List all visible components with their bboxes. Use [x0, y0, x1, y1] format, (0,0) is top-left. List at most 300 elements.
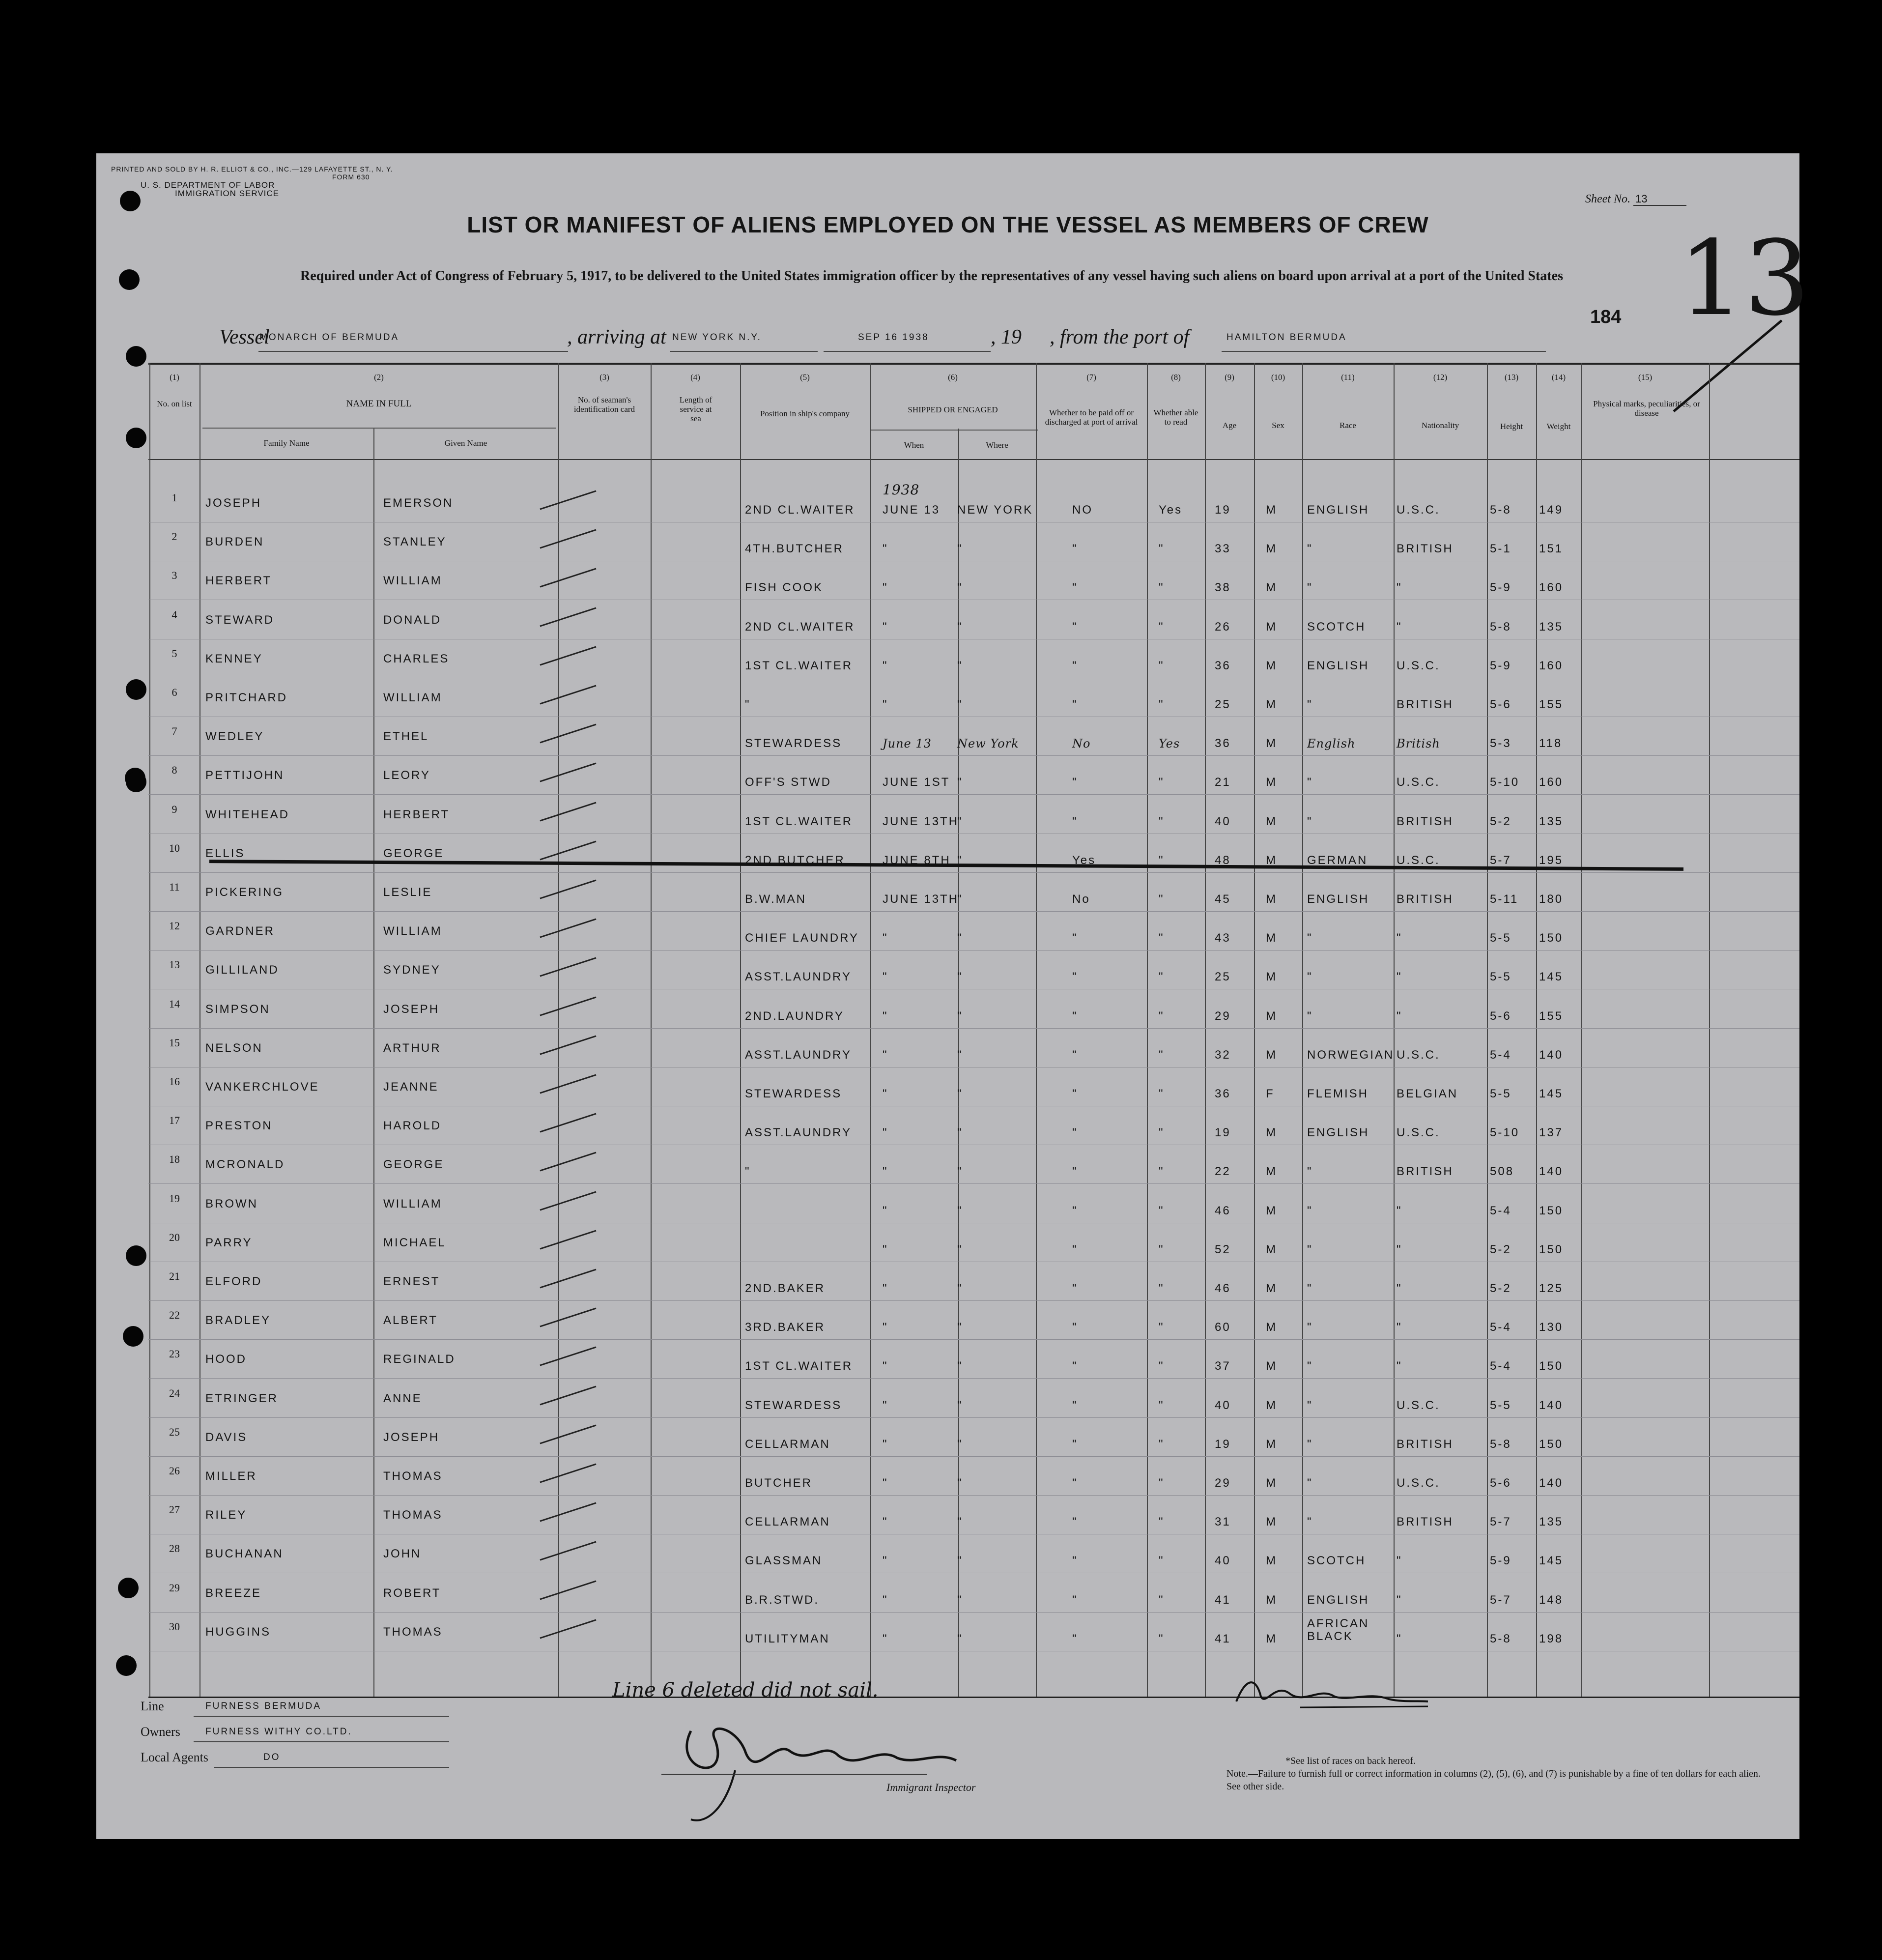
shipped-when-cell: " [883, 1359, 888, 1373]
given-name-cell: THOMAS [383, 1625, 443, 1639]
shipped-when-cell: " [883, 1087, 888, 1100]
race-cell: " [1307, 581, 1313, 595]
row-rule [148, 1495, 1799, 1496]
punch-hole [126, 1245, 146, 1266]
able-to-read-cell: " [1159, 1359, 1165, 1373]
printer-line: PRINTED AND SOLD BY H. R. ELLIOT & CO., INC.—129 LAFAYETTE ST., N. Y. [111, 165, 393, 173]
id-card-mark [540, 1230, 596, 1249]
given-name-cell: STANLEY [383, 535, 447, 549]
position-cell: BUTCHER [745, 1476, 813, 1490]
family-name-cell: WEDLEY [205, 730, 264, 744]
shipped-when-cell: JUNE 13TH [883, 814, 959, 828]
race-cell: " [1307, 970, 1313, 984]
nationality-cell: " [1397, 1321, 1402, 1334]
race-cell: ENGLISH [1307, 1593, 1369, 1607]
nationality-cell: " [1397, 970, 1402, 984]
weight-cell: 198 [1539, 1632, 1564, 1645]
height-cell: 5-10 [1490, 1126, 1520, 1140]
nationality-cell: " [1397, 1359, 1402, 1373]
nationality-cell: " [1397, 1554, 1402, 1568]
inspector-label: Immigrant Inspector [886, 1781, 976, 1793]
position-cell: " [745, 698, 751, 711]
id-card-mark [540, 919, 596, 938]
given-name-cell: DONALD [383, 613, 442, 627]
weight-cell: 160 [1539, 581, 1564, 595]
able-to-read-cell: " [1159, 659, 1165, 672]
nationality-cell: U.S.C. [1397, 1048, 1440, 1062]
sex-cell: F [1266, 1087, 1275, 1100]
position-cell: 2ND CL.WAITER [745, 620, 855, 634]
id-card-mark [540, 685, 596, 705]
sex-cell: M [1266, 620, 1277, 634]
age-cell: 21 [1215, 776, 1231, 789]
sex-cell: M [1266, 737, 1277, 750]
col4-label: Length of service at sea [679, 395, 713, 423]
family-name-cell: BREEZE [205, 1586, 262, 1600]
row-number: 27 [169, 1503, 180, 1516]
given-name-cell: THOMAS [383, 1508, 443, 1522]
able-to-read-cell: " [1159, 970, 1165, 984]
race-cell: " [1307, 776, 1313, 789]
position-cell: " [745, 1165, 751, 1179]
col5-label: Position in ship's company [760, 409, 850, 418]
inspector-signature [661, 1711, 1005, 1829]
col14-number: (14) [1551, 373, 1566, 382]
weight-cell: 135 [1539, 814, 1564, 828]
shipped-where-cell: " [957, 659, 963, 672]
age-cell: 37 [1215, 1359, 1231, 1373]
able-to-read-cell: " [1159, 1242, 1165, 1256]
penalty-note: Note.—Failure to furnish full or correct information in columns (2), (5), (6), and (7) is punishable by a fine of ten dollars for each alien. See other side. [1226, 1768, 1761, 1792]
paid-off-cell: " [1072, 1048, 1078, 1062]
paid-off-cell: " [1072, 1593, 1078, 1607]
race-cell: NORWEGIAN [1307, 1048, 1395, 1062]
age-cell: 46 [1215, 1282, 1231, 1295]
col11-number: (11) [1341, 373, 1355, 382]
weight-cell: 140 [1539, 1165, 1564, 1179]
id-card-mark [540, 1035, 596, 1055]
shipped-where-cell: " [957, 1087, 963, 1100]
paid-off-cell: " [1072, 1282, 1078, 1295]
shipped-where-cell: " [957, 893, 963, 906]
shipped-when-cell: " [883, 1321, 888, 1334]
nationality-cell: " [1397, 1632, 1402, 1645]
table-bottom-rule [148, 1697, 1799, 1698]
punch-hole [126, 346, 146, 367]
given-name-cell: ANNE [383, 1391, 422, 1405]
sheet-label: Sheet No. [1585, 193, 1630, 205]
shipped-when-cell: " [883, 620, 888, 634]
row-number: 23 [169, 1348, 180, 1360]
age-cell: 36 [1215, 659, 1231, 672]
col3-number: (3) [599, 373, 609, 382]
col9-label: Age [1222, 421, 1237, 430]
sex-cell: M [1266, 581, 1277, 595]
col7-number: (7) [1086, 373, 1096, 382]
age-cell: 33 [1215, 542, 1231, 556]
paid-off-cell: Yes [1072, 853, 1096, 867]
service-name: IMMIGRATION SERVICE [175, 189, 280, 198]
id-card-mark [540, 1347, 596, 1366]
shipped-where-cell: " [957, 1359, 963, 1373]
race-cell: " [1307, 1398, 1313, 1412]
race-cell: " [1307, 1204, 1313, 1217]
able-to-read-cell: " [1159, 1126, 1165, 1140]
able-to-read-cell: " [1159, 1321, 1165, 1334]
weight-cell: 130 [1539, 1321, 1564, 1334]
given-name-cell: ETHEL [383, 730, 429, 744]
weight-cell: 125 [1539, 1282, 1564, 1295]
position-cell: 2ND.BAKER [745, 1282, 826, 1295]
col4-number: (4) [690, 373, 700, 382]
shipped-when-cell: " [883, 1398, 888, 1412]
position-cell: FISH COOK [745, 581, 824, 595]
height-cell: 5-8 [1490, 503, 1511, 517]
row-rule [148, 1612, 1799, 1613]
age-cell: 36 [1215, 1087, 1231, 1100]
height-cell: 5-5 [1490, 931, 1511, 945]
weight-cell: 135 [1539, 620, 1564, 634]
race-cell: " [1307, 1282, 1313, 1295]
weight-cell: 155 [1539, 698, 1564, 711]
shipped-when-cell: " [883, 1437, 888, 1451]
paid-off-cell: " [1072, 1242, 1078, 1256]
given-name-cell: REGINALD [383, 1353, 456, 1366]
family-name-cell: ELLIS [205, 846, 245, 860]
paid-off-cell: " [1072, 776, 1078, 789]
shipped-where-cell: " [957, 970, 963, 984]
shipped-where-cell: " [957, 1165, 963, 1179]
age-cell: 52 [1215, 1242, 1231, 1256]
shipped-where-cell: " [957, 1593, 963, 1607]
nationality-cell: U.S.C. [1397, 659, 1440, 672]
family-name-cell: PARRY [205, 1236, 253, 1249]
nationality-cell: U.S.C. [1397, 503, 1440, 517]
nationality-cell: BELGIAN [1397, 1087, 1458, 1100]
shipped-when-cell: " [883, 931, 888, 945]
agents-value: DO [263, 1752, 281, 1762]
family-name-cell: GARDNER [205, 924, 275, 938]
shipped-when-cell: " [883, 1204, 888, 1217]
shipped-when-cell: " [883, 698, 888, 711]
sex-cell: M [1266, 503, 1277, 517]
paid-off-cell: NO [1072, 503, 1093, 517]
height-cell: 5-9 [1490, 1554, 1511, 1568]
given-name-cell: LESLIE [383, 886, 432, 899]
nationality-cell: U.S.C. [1397, 853, 1440, 867]
paid-off-cell: " [1072, 1126, 1078, 1140]
row-number: 13 [169, 958, 180, 971]
sex-cell: M [1266, 1165, 1277, 1179]
given-name-cell: WILLIAM [383, 924, 442, 938]
arrival-port: NEW YORK N.Y. [672, 332, 762, 343]
position-cell: GLASSMAN [745, 1554, 823, 1568]
arrival-date: SEP 16 1938 [858, 332, 929, 343]
race-cell: ENGLISH [1307, 659, 1369, 672]
shipped-when-cell: JUNE 13 [883, 503, 941, 517]
given-name-cell: CHARLES [383, 652, 450, 665]
position-cell: CELLARMAN [745, 1515, 830, 1529]
shipped-when-cell: JUNE 1ST [883, 776, 950, 789]
shipped-where-cell: " [957, 853, 963, 867]
family-name-cell: GILLILAND [205, 963, 279, 977]
year-label: , 19 [991, 326, 1022, 348]
given-name-cell: THOMAS [383, 1470, 443, 1483]
weight-cell: 145 [1539, 1554, 1564, 1568]
position-cell: UTILITYMAN [745, 1632, 830, 1645]
col12-number: (12) [1433, 373, 1448, 382]
able-to-read-cell: " [1159, 1282, 1165, 1295]
position-cell: STEWARDESS [745, 1398, 842, 1412]
id-card-mark [540, 646, 596, 665]
col15-label: Physical marks, peculiarities, or disease [1593, 399, 1700, 418]
shipped-where-cell: " [957, 1048, 963, 1062]
sex-cell: M [1266, 1476, 1277, 1490]
col1-label: No. on list [157, 399, 192, 408]
row-number: 22 [169, 1309, 180, 1322]
sex-cell: M [1266, 1321, 1277, 1334]
paid-off-cell: " [1072, 542, 1078, 556]
id-card-mark [540, 1541, 596, 1561]
row-number: 24 [169, 1386, 180, 1399]
age-cell: 40 [1215, 814, 1231, 828]
vessel-name: MONARCH OF BERMUDA [259, 332, 399, 343]
row-number: 3 [171, 569, 177, 582]
sex-cell: M [1266, 814, 1277, 828]
row-rule [148, 872, 1799, 873]
punch-hole [126, 679, 146, 700]
sheet-number [1585, 193, 1686, 206]
row-rule [148, 911, 1799, 912]
shipped-where-cell: NEW YORK [957, 503, 1033, 517]
shipped-where-cell: " [957, 1476, 963, 1490]
family-name-cell: BURDEN [205, 535, 264, 549]
age-cell: 26 [1215, 620, 1231, 634]
paid-off-cell: " [1072, 1359, 1078, 1373]
weight-cell: 195 [1539, 853, 1564, 867]
height-cell: 508 [1490, 1165, 1514, 1179]
shipped-when-cell: " [883, 1515, 888, 1529]
family-name-cell: HERBERT [205, 574, 272, 588]
sex-cell: M [1266, 1242, 1277, 1256]
height-cell: 5-5 [1490, 1087, 1511, 1100]
col7-label: Whether to be paid off or discharged at port of arrival [1045, 408, 1138, 427]
family-name-cell: WHITEHEAD [205, 807, 289, 821]
paid-off-cell: " [1072, 1476, 1078, 1490]
height-cell: 5-7 [1490, 1593, 1511, 1607]
family-name-cell: BROWN [205, 1197, 258, 1211]
weight-cell: 151 [1539, 542, 1564, 556]
weight-cell: 160 [1539, 659, 1564, 672]
id-card-mark [540, 1308, 596, 1327]
race-cell: SCOTCH [1307, 1554, 1366, 1568]
given-name-cell: LEORY [383, 769, 430, 782]
paid-off-cell: " [1072, 814, 1078, 828]
row-number: 26 [169, 1465, 180, 1477]
punch-hole [126, 428, 146, 448]
height-cell: 5-2 [1490, 1242, 1511, 1256]
shipped-when-cell: " [883, 1126, 888, 1140]
row-number: 14 [169, 997, 180, 1010]
sex-cell: M [1266, 1515, 1277, 1529]
race-cell: " [1307, 814, 1313, 828]
position-cell: 2ND CL.WAITER [745, 503, 855, 517]
row-number: 25 [169, 1425, 180, 1438]
age-cell: 41 [1215, 1593, 1231, 1607]
family-name-cell: RILEY [205, 1508, 247, 1522]
form-title: LIST OR MANIFEST OF ALIENS EMPLOYED ON THE VESSEL AS MEMBERS OF CREW [467, 212, 1429, 237]
age-cell: 29 [1215, 1476, 1231, 1490]
sex-cell: M [1266, 776, 1277, 789]
nationality-cell: British [1397, 737, 1440, 751]
id-card-mark [540, 802, 596, 821]
height-cell: 5-8 [1490, 1632, 1511, 1645]
able-to-read-cell: Yes [1159, 503, 1183, 517]
row-rule [148, 1456, 1799, 1457]
age-cell: 45 [1215, 893, 1231, 906]
family-name-cell: ETRINGER [205, 1391, 279, 1405]
given-name-cell: SYDNEY [383, 963, 441, 977]
able-to-read-cell: " [1159, 1048, 1165, 1062]
shipped-when-cell: June 13 [883, 737, 932, 751]
paid-off-cell: " [1072, 970, 1078, 984]
height-cell: 5-5 [1490, 970, 1511, 984]
col5-number: (5) [800, 373, 810, 382]
position-cell: B.W.MAN [745, 893, 807, 906]
family-name-cell: BUCHANAN [205, 1547, 284, 1561]
row-rule [148, 1339, 1799, 1340]
col9-number: (9) [1225, 373, 1234, 382]
race-cell: " [1307, 1359, 1313, 1373]
given-name-cell: ERNEST [383, 1275, 440, 1288]
family-name-cell: NELSON [205, 1041, 263, 1055]
row-rule [148, 1028, 1799, 1029]
able-to-read-cell: " [1159, 814, 1165, 828]
id-card-mark [540, 880, 596, 899]
weight-cell: 145 [1539, 1087, 1564, 1100]
height-cell: 5-10 [1490, 776, 1520, 789]
able-to-read-cell: " [1159, 1515, 1165, 1529]
shipped-where-cell: " [957, 1554, 963, 1568]
family-name-cell: BRADLEY [205, 1314, 271, 1327]
instructions-note [1226, 1755, 1767, 1793]
paid-off-cell: " [1072, 1204, 1078, 1217]
position-cell: 2ND.BUTCHER [745, 853, 845, 867]
family-name-cell: VANKERCHLOVE [205, 1080, 319, 1094]
line-label: Line [141, 1699, 164, 1713]
race-cell: " [1307, 1165, 1313, 1179]
id-card-mark [540, 724, 596, 744]
col10-label: Sex [1272, 421, 1284, 430]
paid-off-cell: No [1072, 893, 1090, 906]
able-to-read-cell: " [1159, 581, 1165, 595]
weight-cell: 148 [1539, 1593, 1564, 1607]
row-number: 16 [169, 1075, 180, 1088]
nationality-cell: " [1397, 931, 1402, 945]
height-cell: 5-4 [1490, 1048, 1511, 1062]
position-cell: 1ST CL.WAITER [745, 659, 853, 672]
col11-label: Race [1340, 421, 1356, 430]
shipped-when-cell: " [883, 1165, 888, 1179]
family-name-cell: MILLER [205, 1470, 257, 1483]
line-value: FURNESS BERMUDA [205, 1701, 322, 1711]
row-number: 15 [169, 1036, 180, 1049]
position-cell: B.R.STWD. [745, 1593, 819, 1607]
id-card-mark [540, 1464, 596, 1483]
family-name-cell: KENNEY [205, 652, 263, 665]
col10-number: (10) [1271, 373, 1285, 382]
shipped-where-cell: " [957, 1398, 963, 1412]
year-written: 1938 [883, 482, 920, 498]
weight-cell: 155 [1539, 1009, 1564, 1023]
name-subheader-rule [202, 428, 556, 429]
punch-hole [126, 772, 146, 792]
nationality-cell: BRITISH [1397, 542, 1454, 556]
row-number: 8 [171, 764, 177, 777]
paid-off-cell: No [1072, 737, 1091, 751]
shipped-when-cell: " [883, 542, 888, 556]
age-cell: 60 [1215, 1321, 1231, 1334]
shipped-when-cell: " [883, 1242, 888, 1256]
id-card-mark [540, 1424, 596, 1444]
shipped-where-cell: " [957, 931, 963, 945]
race-cell: " [1307, 1321, 1313, 1334]
id-card-mark [540, 529, 596, 549]
nationality-cell: " [1397, 1204, 1402, 1217]
sex-cell: M [1266, 893, 1277, 906]
manifest-sheet [96, 153, 1810, 1839]
able-to-read-cell: " [1159, 1632, 1165, 1645]
given-name-cell: EMERSON [383, 496, 454, 510]
id-card-mark [540, 996, 596, 1016]
id-card-mark [540, 607, 596, 627]
age-cell: 25 [1215, 970, 1231, 984]
row-number: 20 [169, 1231, 180, 1243]
col2-family-label: Family Name [263, 438, 310, 448]
header-bottom-rule [148, 459, 1799, 460]
height-cell: 5-6 [1490, 698, 1511, 711]
col2-given-label: Given Name [444, 438, 487, 448]
form-number: FORM 630 [332, 173, 370, 181]
weight-cell: 140 [1539, 1048, 1564, 1062]
height-cell: 5-8 [1490, 620, 1511, 634]
position-cell: OFF'S STWD [745, 776, 831, 789]
shipped-where-cell: " [957, 776, 963, 789]
height-cell: 5-4 [1490, 1204, 1511, 1217]
deletion-note: Line 6 deleted did not sail. [612, 1679, 879, 1701]
col13-number: (13) [1504, 373, 1519, 382]
nationality-cell: BRITISH [1397, 893, 1454, 906]
punch-hole [119, 269, 140, 290]
age-cell: 22 [1215, 1165, 1231, 1179]
race-cell: " [1307, 931, 1313, 945]
nationality-cell: BRITISH [1397, 1437, 1454, 1451]
given-name-cell: WILLIAM [383, 1197, 442, 1211]
race-cell: FLEMISH [1307, 1087, 1369, 1100]
row-rule [148, 950, 1799, 951]
col8-number: (8) [1171, 373, 1181, 382]
height-cell: 5-7 [1490, 1515, 1511, 1529]
col13-label: Height [1500, 422, 1523, 431]
given-name-cell: JOSEPH [383, 1430, 440, 1444]
given-name-cell: ROBERT [383, 1586, 441, 1600]
row-number: 18 [169, 1153, 180, 1166]
col15-number: (15) [1638, 373, 1653, 382]
paid-off-cell: " [1072, 1554, 1078, 1568]
height-cell: 5-3 [1490, 737, 1511, 750]
col6-where-label: Where [986, 440, 1008, 450]
sex-cell: M [1266, 1009, 1277, 1023]
